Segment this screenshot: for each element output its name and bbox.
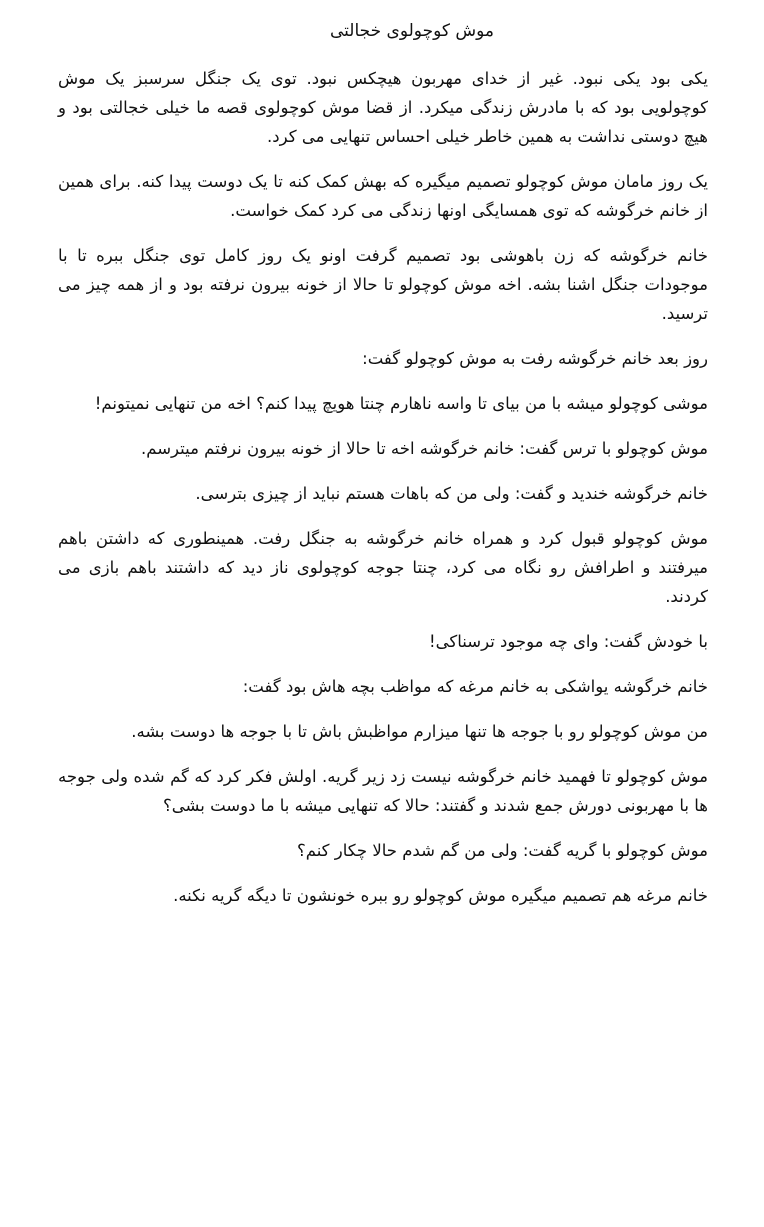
story-title: موش کوچولوی خجالتی [329,21,495,41]
paragraph-2: یک روز مامان موش کوچولو تصمیم میگیره که بهش کمک کنه تا یک دوست پیدا کنه. برای همین از خانم خرگوشه که توی همسایگی اونها زندگی می کرد کمک خواست. [58,172,708,220]
paragraph-9: با خودش گفت: وای چه موجود ترسناکی! [429,632,708,651]
story-body [58,64,708,926]
paragraph-8: موش کوچولو قبول کرد و همراه خانم خرگوشه به جنگل رفت. همینطوری که داشتن باهم میرفتند و اطرافش رو نگاه می کرد، چنتا جوجه کوچولوی ناز دید که داشتند باهم بازی می کردند. [58,529,708,606]
paragraph-7: خانم خرگوشه خندید و گفت: ولی من که باهات هستم نباید از چیزی بترسی. [195,484,708,503]
paragraph-4: روز بعد خانم خرگوشه رفت به موش کوچولو گفت: [362,349,708,368]
paragraph-10: خانم خرگوشه یواشکی به خانم مرغه که مواظب بچه هاش بود گفت: [242,677,708,696]
paragraph-11: من موش کوچولو رو با جوجه ها تنها میزارم مواظبش باش تا با جوجه ها دوست بشه. [131,722,708,741]
paragraph-1: یکی بود یکی نبود. غیر از خدای مهربون هیچکس نبود. توی یک جنگل سرسبز یک موش کوچولویی بود که با مادرش زندگی میکرد. از قضا موش کوچولوی قصه ما خیلی خجالتی بود و هیچ دوستی نداشت به همین خاطر خیلی احساس تنهایی می کرد. [58,69,708,146]
paragraph-6: موش کوچولو با ترس گفت: خانم خرگوشه اخه تا حالا از خونه بیرون نرفتم میترسم. [140,439,708,458]
paragraph-12: موش کوچولو تا فهمید خانم خرگوشه نیست زد زیر گریه. اولش فکر کرد که گم شده ولی جوجه ها با مهربونی دورش جمع شدند و گفتند: حالا که تنهایی میشه با ما دوست بشی؟ [58,767,708,815]
paragraph-14: خانم مرغه هم تصمیم میگیره موش کوچولو رو ببره خونشون تا دیگه گریه نکنه. [173,886,708,905]
paragraph-5: موشی کوچولو میشه با من بیای تا واسه ناهارم چنتا هویچ پیدا کنم؟ اخه من تنهایی نمیتونم! [94,394,708,413]
paragraph-13: موش کوچولو با گریه گفت: ولی من گم شدم حالا چکار کنم؟ [296,841,708,860]
paragraph-3: خانم خرگوشه که زن باهوشی بود تصمیم گرفت اونو یک روز کامل توی جنگل ببره تا با موجودات جنگل اشنا بشه. اخه موش کوچولو تا حالا از خونه بیرون نرفته بود و از همه چیز می ترسید. [58,246,708,323]
